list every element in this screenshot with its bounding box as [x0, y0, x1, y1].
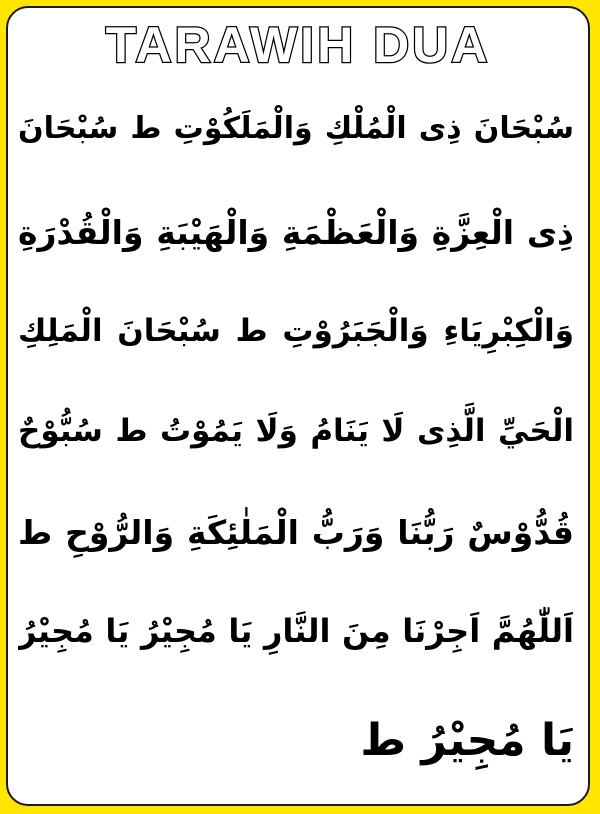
dua-line-2: ذِى الْعِزَّةِ وَالْعَظْمَةِ وَالْهَيْبَةِ وَالْقُدْرَةِ [18, 213, 574, 252]
dua-text-block [18, 86, 574, 796]
dua-card [6, 6, 590, 806]
dua-line-4: الْحَيِّ الَّذِى لَا يَنَامُ وَلَا يَمُوْتُ ط سُبُّوْحٌ [18, 413, 574, 449]
dua-line-3: وَالْكِبْرِيَاءِ وَالْجَبَرُوْتِ ط سُبْحَانَ الْمَلِكِ [18, 313, 574, 349]
dua-line-5: قُدُّوْسٌ رَبُّنَا وَرَبُّ الْمَلٰئِكَةِ وَالرُّوْحِ ط [18, 513, 574, 552]
dua-line-6: اَللّٰهُمَّ اَجِرْنَا مِنَ النَّارِ يَا مُجِيْرُ يَا مُجِيْرُ [18, 612, 574, 650]
dua-line-1: سُبْحَانَ ذِى الْمُلْكِ وَالْمَلَكُوْتِ ط سُبْحَانَ [18, 111, 574, 146]
dua-line-7: يَا مُجِيْرُ ط [360, 715, 574, 766]
page-title: TARAWIH DUA [105, 17, 491, 73]
